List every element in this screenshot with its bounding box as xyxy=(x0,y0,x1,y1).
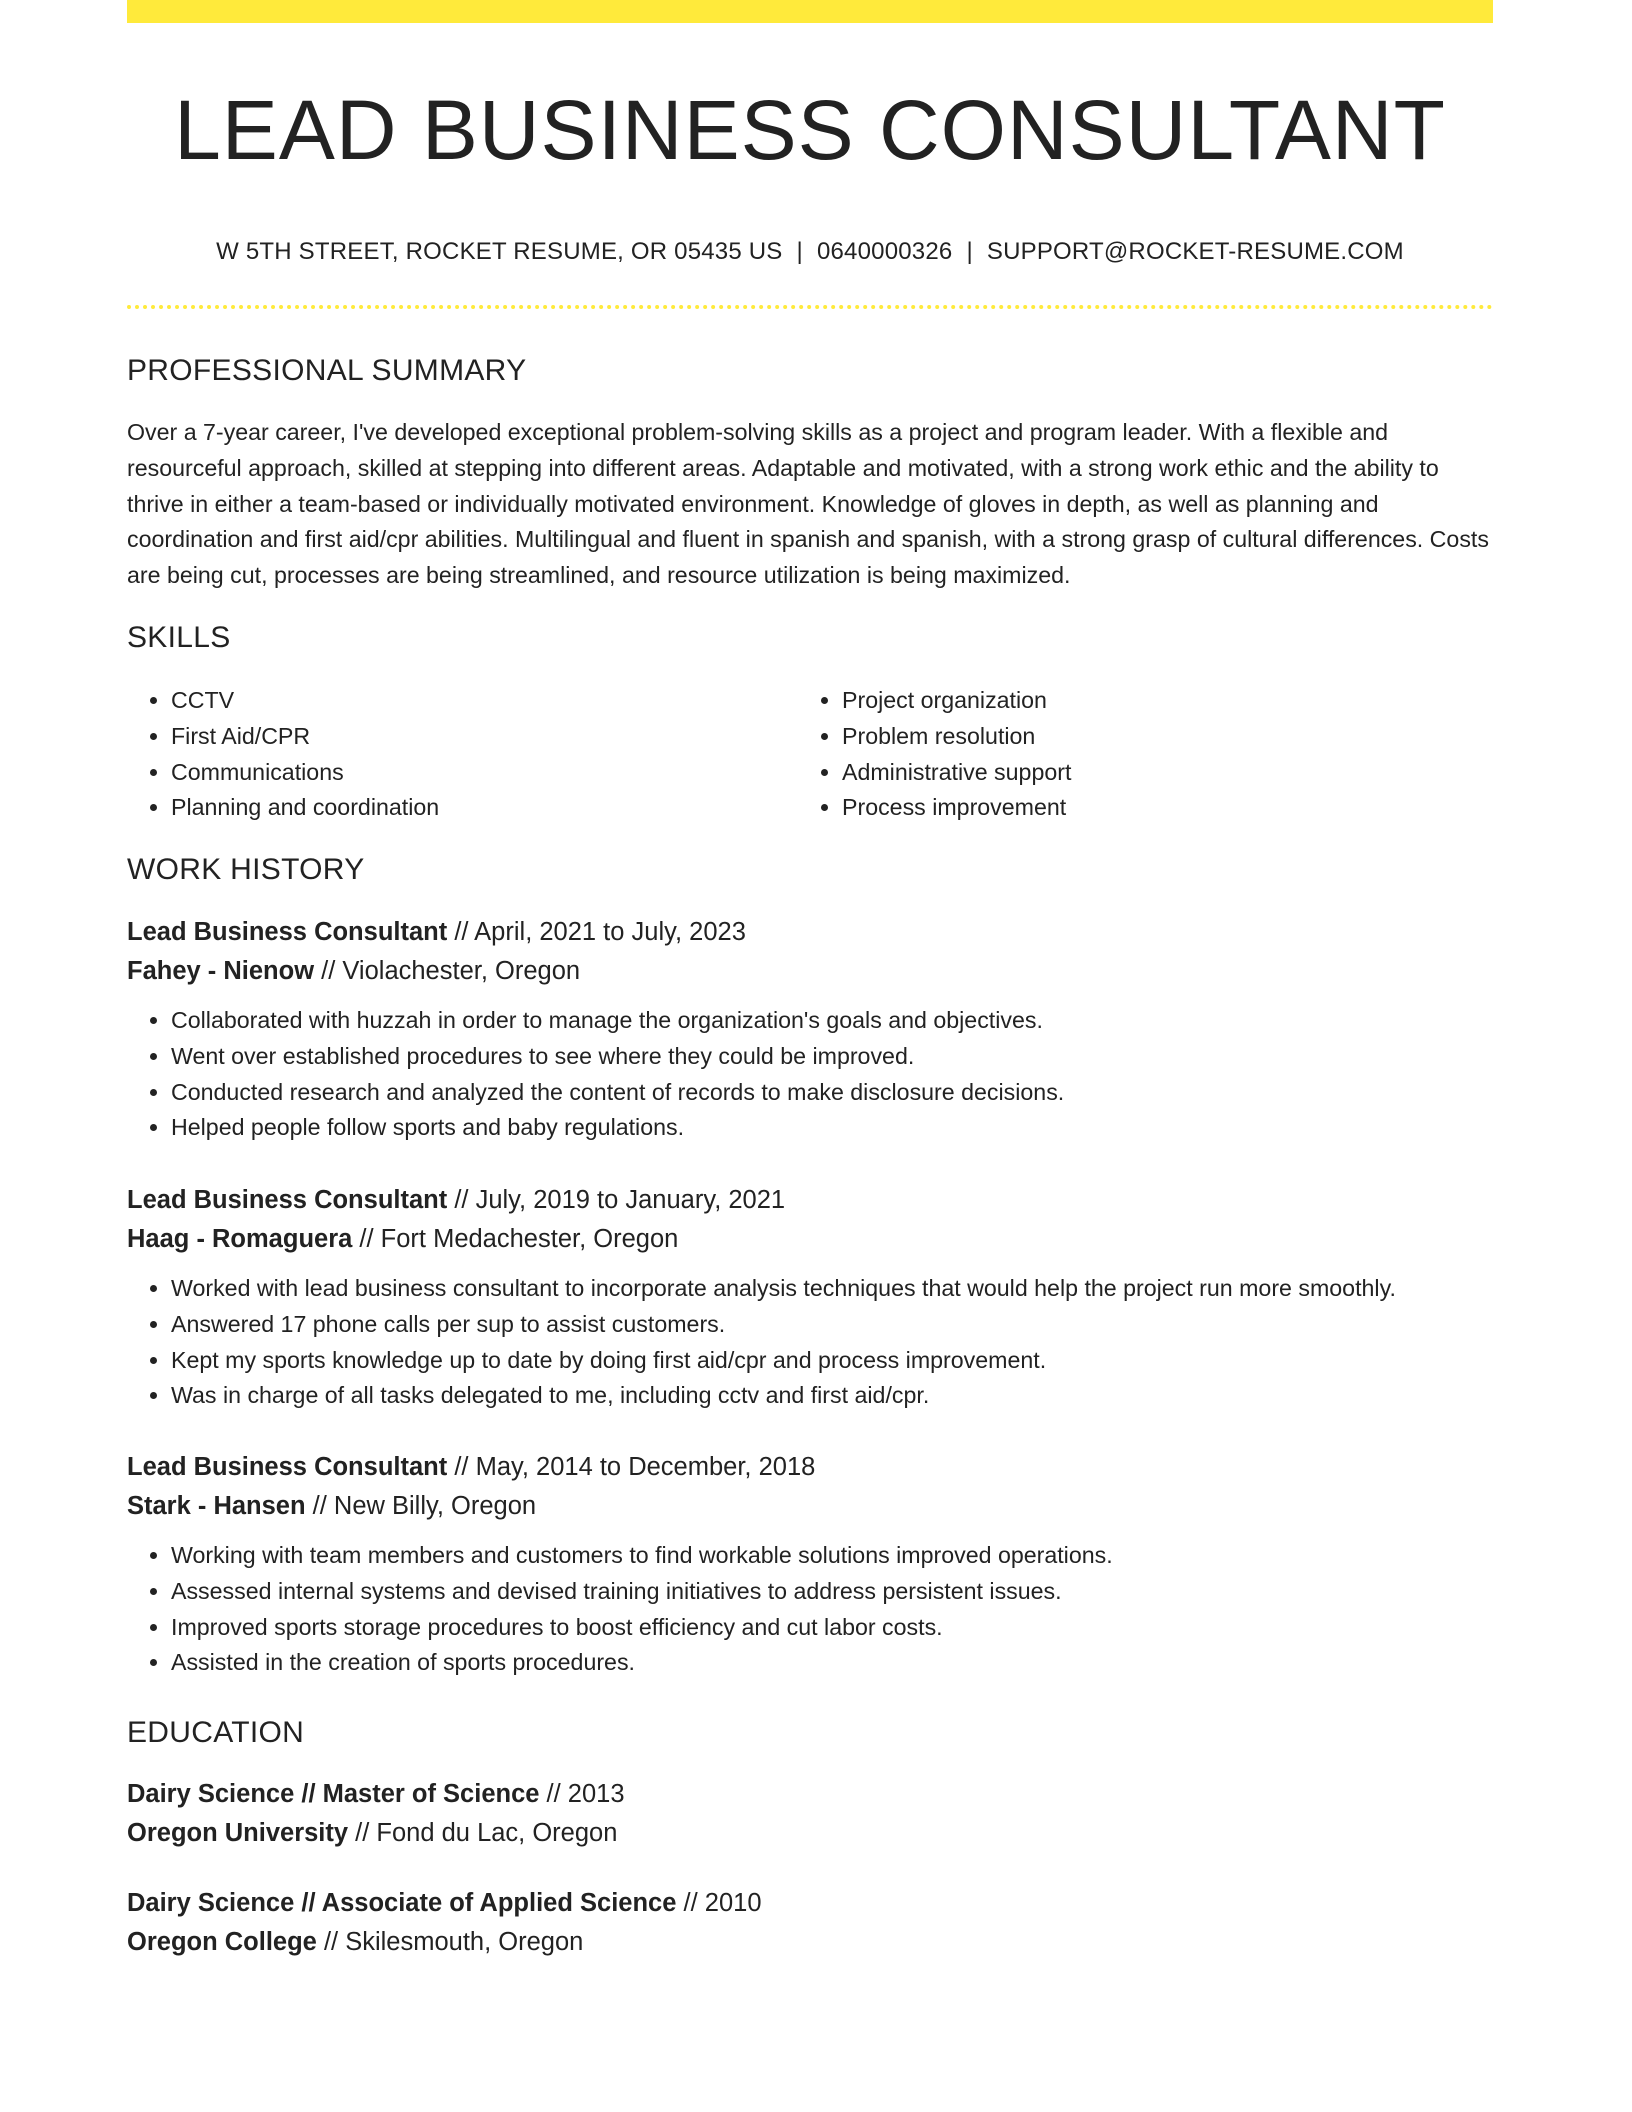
skill-item: • Problem resolution xyxy=(842,719,1458,755)
job-role: Lead Business Consultant xyxy=(127,918,448,946)
school-location: // Fond du Lac, Oregon xyxy=(355,1819,618,1847)
job-bullet: • Working with team members and customers to find workable solutions improved operations. xyxy=(171,1538,1493,1574)
skills-list-left xyxy=(127,683,787,826)
job-bullet: • Worked with lead business consultant to incorporate analysis techniques that would help the project run more smoothly. xyxy=(171,1271,1493,1307)
skills-heading: SKILLS xyxy=(127,621,231,654)
candidate-title: LEAD BUSINESS CONSULTANT xyxy=(174,83,1446,177)
degree-year: // 2010 xyxy=(683,1889,762,1917)
job-bullet: • Assisted in the creation of sports procedures. xyxy=(171,1645,1493,1681)
contact-line xyxy=(127,236,1493,268)
job-bullets xyxy=(127,1538,1493,1681)
school: Oregon College xyxy=(127,1928,317,1956)
job-role: Lead Business Consultant xyxy=(127,1186,448,1214)
job-dates: // July, 2019 to January, 2021 xyxy=(454,1186,786,1214)
job-bullet: • Went over established procedures to see where they could be improved. xyxy=(171,1039,1493,1075)
job-company: Stark - Hansen xyxy=(127,1492,306,1520)
skill-item: • Process improvement xyxy=(842,790,1458,826)
school-line xyxy=(127,1923,1493,1962)
address: W 5TH STREET, ROCKET RESUME, OR 05435 US xyxy=(216,238,783,265)
degree: Dairy Science // Master of Science xyxy=(127,1780,540,1808)
job-location: // Violachester, Oregon xyxy=(321,957,581,985)
skills-list-right xyxy=(798,683,1458,826)
email: SUPPORT@ROCKET-RESUME.COM xyxy=(986,238,1404,265)
accent-top-bar xyxy=(127,0,1493,23)
job-bullet: • Was in charge of all tasks delegated to me, including cctv and first aid/cpr. xyxy=(171,1378,1493,1414)
job-company: Haag - Romaguera xyxy=(127,1225,353,1253)
work-history-heading: WORK HISTORY xyxy=(127,853,365,886)
phone: 0640000326 xyxy=(816,238,953,265)
job-bullet: • Answered 17 phone calls per sup to assist customers. xyxy=(171,1307,1493,1343)
job-bullets xyxy=(127,1271,1493,1414)
skill-item: • First Aid/CPR xyxy=(171,719,787,755)
job-location: // Fort Medachester, Oregon xyxy=(359,1225,679,1253)
job-role-line xyxy=(127,1448,1493,1487)
skills-left-column xyxy=(127,683,787,826)
degree-line xyxy=(127,1884,1493,1923)
job-dates: // April, 2021 to July, 2023 xyxy=(454,918,746,946)
skills-right-column xyxy=(798,683,1458,826)
degree-year: // 2013 xyxy=(546,1780,625,1808)
job-company: Fahey - Nienow xyxy=(127,957,315,985)
separator: | xyxy=(796,238,803,265)
skill-item: • Project organization xyxy=(842,683,1458,719)
job-role: Lead Business Consultant xyxy=(127,1453,448,1481)
job-entry xyxy=(127,1448,1493,1681)
school-location: // Skilesmouth, Oregon xyxy=(323,1928,584,1956)
school-line xyxy=(127,1814,1493,1853)
degree-line xyxy=(127,1775,1493,1814)
skill-item: • Communications xyxy=(171,755,787,791)
job-company-line xyxy=(127,1220,1493,1259)
summary-text: Over a 7-year career, I've developed exceptional problem-solving skills as a project and program leader. With a flexible and resourceful approach, skilled at stepping into different areas. Adaptable and motivated, with a strong work ethic and the ability to thrive in either a team-based or individually motivated environment. Knowledge of gloves in depth, as well as planning and coordination and first aid/cpr abilities. Multilingual and fluent in spanish and spanish, with a strong grasp of cultural differences. Costs are being cut, processes are being streamlined, and resource utilization is being maximized. xyxy=(127,419,1489,589)
summary-heading: PROFESSIONAL SUMMARY xyxy=(127,354,527,387)
dotted-divider xyxy=(127,305,1493,309)
job-location: // New Billy, Oregon xyxy=(312,1492,537,1520)
skill-item: • Planning and coordination xyxy=(171,790,787,826)
job-bullet: • Kept my sports knowledge up to date by doing first aid/cpr and process improvement. xyxy=(171,1343,1493,1379)
skill-item: • CCTV xyxy=(171,683,787,719)
job-role-line xyxy=(127,1181,1493,1220)
job-bullet: • Conducted research and analyzed the content of records to make disclosure decisions. xyxy=(171,1075,1493,1111)
job-company-line xyxy=(127,1487,1493,1526)
job-dates: // May, 2014 to December, 2018 xyxy=(454,1453,816,1481)
education-heading: EDUCATION xyxy=(127,1716,305,1749)
job-bullet: • Improved sports storage procedures to boost efficiency and cut labor costs. xyxy=(171,1610,1493,1646)
job-entry xyxy=(127,1181,1493,1414)
education-entry xyxy=(127,1884,1493,1962)
job-bullets xyxy=(127,1003,1493,1146)
education-entry xyxy=(127,1775,1493,1853)
job-bullet: • Collaborated with huzzah in order to manage the organization's goals and objectives. xyxy=(171,1003,1493,1039)
job-bullet: • Assessed internal systems and devised training initiatives to address persistent issues. xyxy=(171,1574,1493,1610)
job-role-line xyxy=(127,913,1493,952)
school: Oregon University xyxy=(127,1819,349,1847)
job-entry xyxy=(127,913,1493,1146)
skill-item: • Administrative support xyxy=(842,755,1458,791)
separator: | xyxy=(966,238,973,265)
degree: Dairy Science // Associate of Applied Science xyxy=(127,1889,677,1917)
job-bullet: • Helped people follow sports and baby regulations. xyxy=(171,1110,1493,1146)
job-company-line xyxy=(127,952,1493,991)
